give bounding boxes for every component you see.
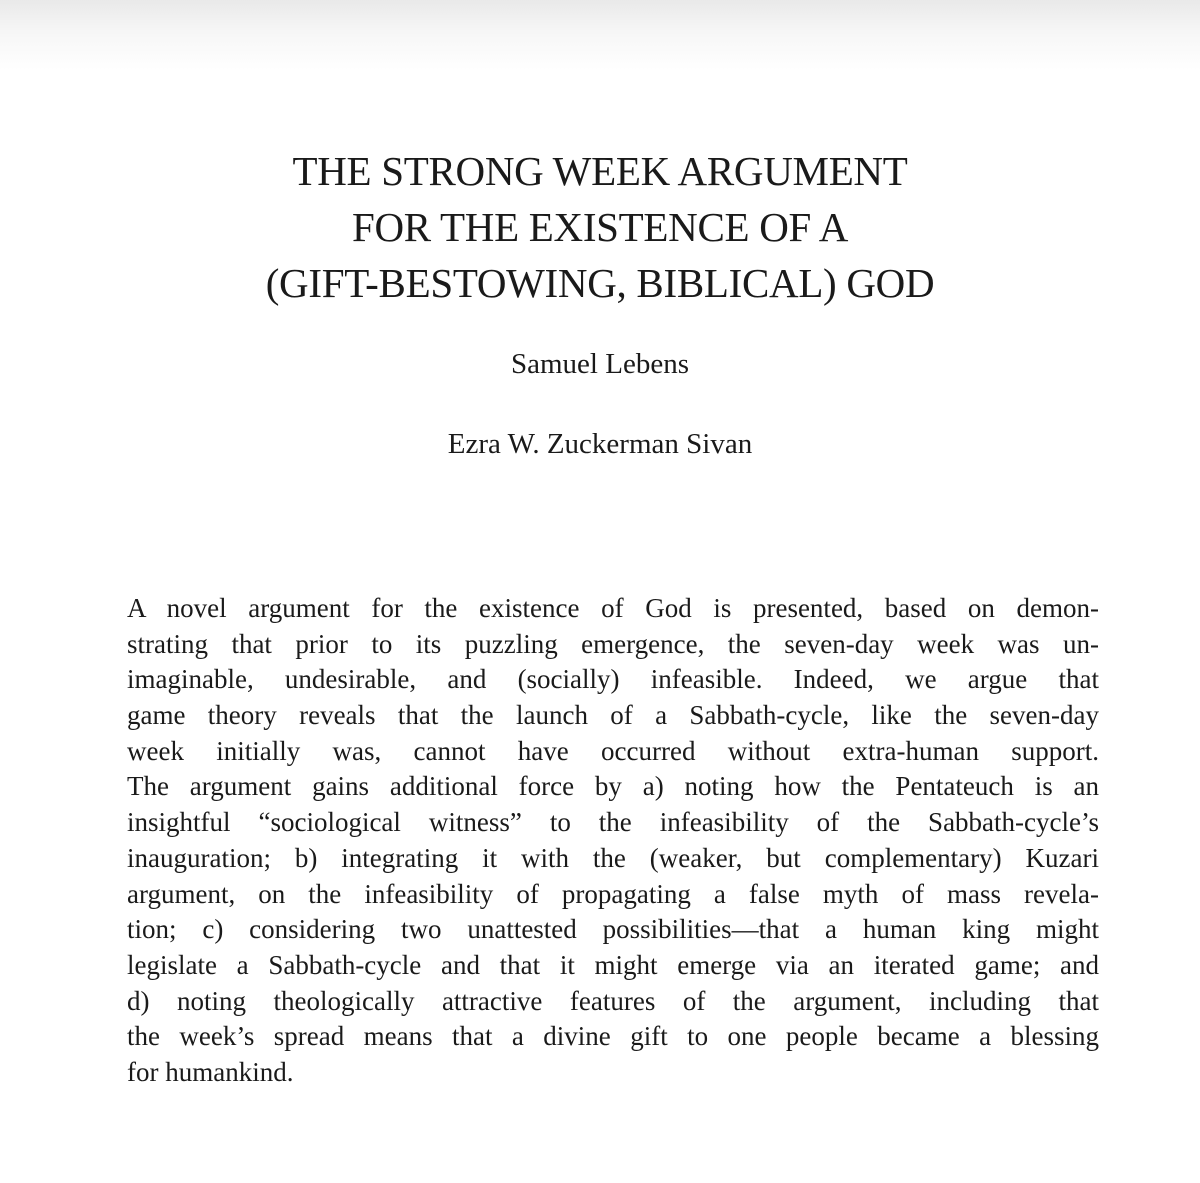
paper-title <box>100 143 1100 311</box>
abstract-line: argument, on the infeasibility of propagating a false myth of mass revela- <box>127 878 1099 909</box>
author-name: Ezra W. Zuckerman Sivan <box>447 428 753 460</box>
author-name: Samuel Lebens <box>511 348 689 380</box>
abstract-line: strating that prior to its puzzling emergence, the seven-day week was un- <box>127 628 1099 659</box>
abstract-line: game theory reveals that the launch of a Sabbath-cycle, like the seven-day <box>127 700 1099 731</box>
abstract-line: tion; c) considering two unattested possibilities—that a human king might <box>127 914 1099 945</box>
abstract-line: inauguration; b) integrating it with the (weaker, but complementary) Kuzari <box>127 842 1099 873</box>
abstract-line: d) noting theologically attractive features of the argument, including that <box>127 985 1099 1016</box>
abstract-line: A novel argument for the existence of God is presented, based on demon- <box>127 593 1099 623</box>
title-line: THE STRONG WEEK ARGUMENT <box>292 148 908 194</box>
abstract-line: legislate a Sabbath-cycle and that it might emerge via an iterated game; and <box>127 949 1099 980</box>
abstract <box>127 591 1099 1091</box>
abstract-line: week initially was, cannot have occurred without extra-human support. <box>127 735 1099 766</box>
title-line: (GIFT-BESTOWING, BIBLICAL) GOD <box>265 260 935 306</box>
abstract-line: The argument gains additional force by a) noting how the Pentateuch is an <box>127 771 1099 802</box>
abstract-line: for humankind. <box>127 1056 294 1087</box>
abstract-line: insightful “sociological witness” to the infeasibility of the Sabbath-cycle’s <box>127 807 1099 838</box>
title-line: FOR THE EXISTENCE OF A <box>351 204 849 250</box>
abstract-line: the week’s spread means that a divine gift to one people became a blessing <box>127 1021 1099 1052</box>
abstract-line: imaginable, undesirable, and (socially) infeasible. Indeed, we argue that <box>127 664 1099 695</box>
